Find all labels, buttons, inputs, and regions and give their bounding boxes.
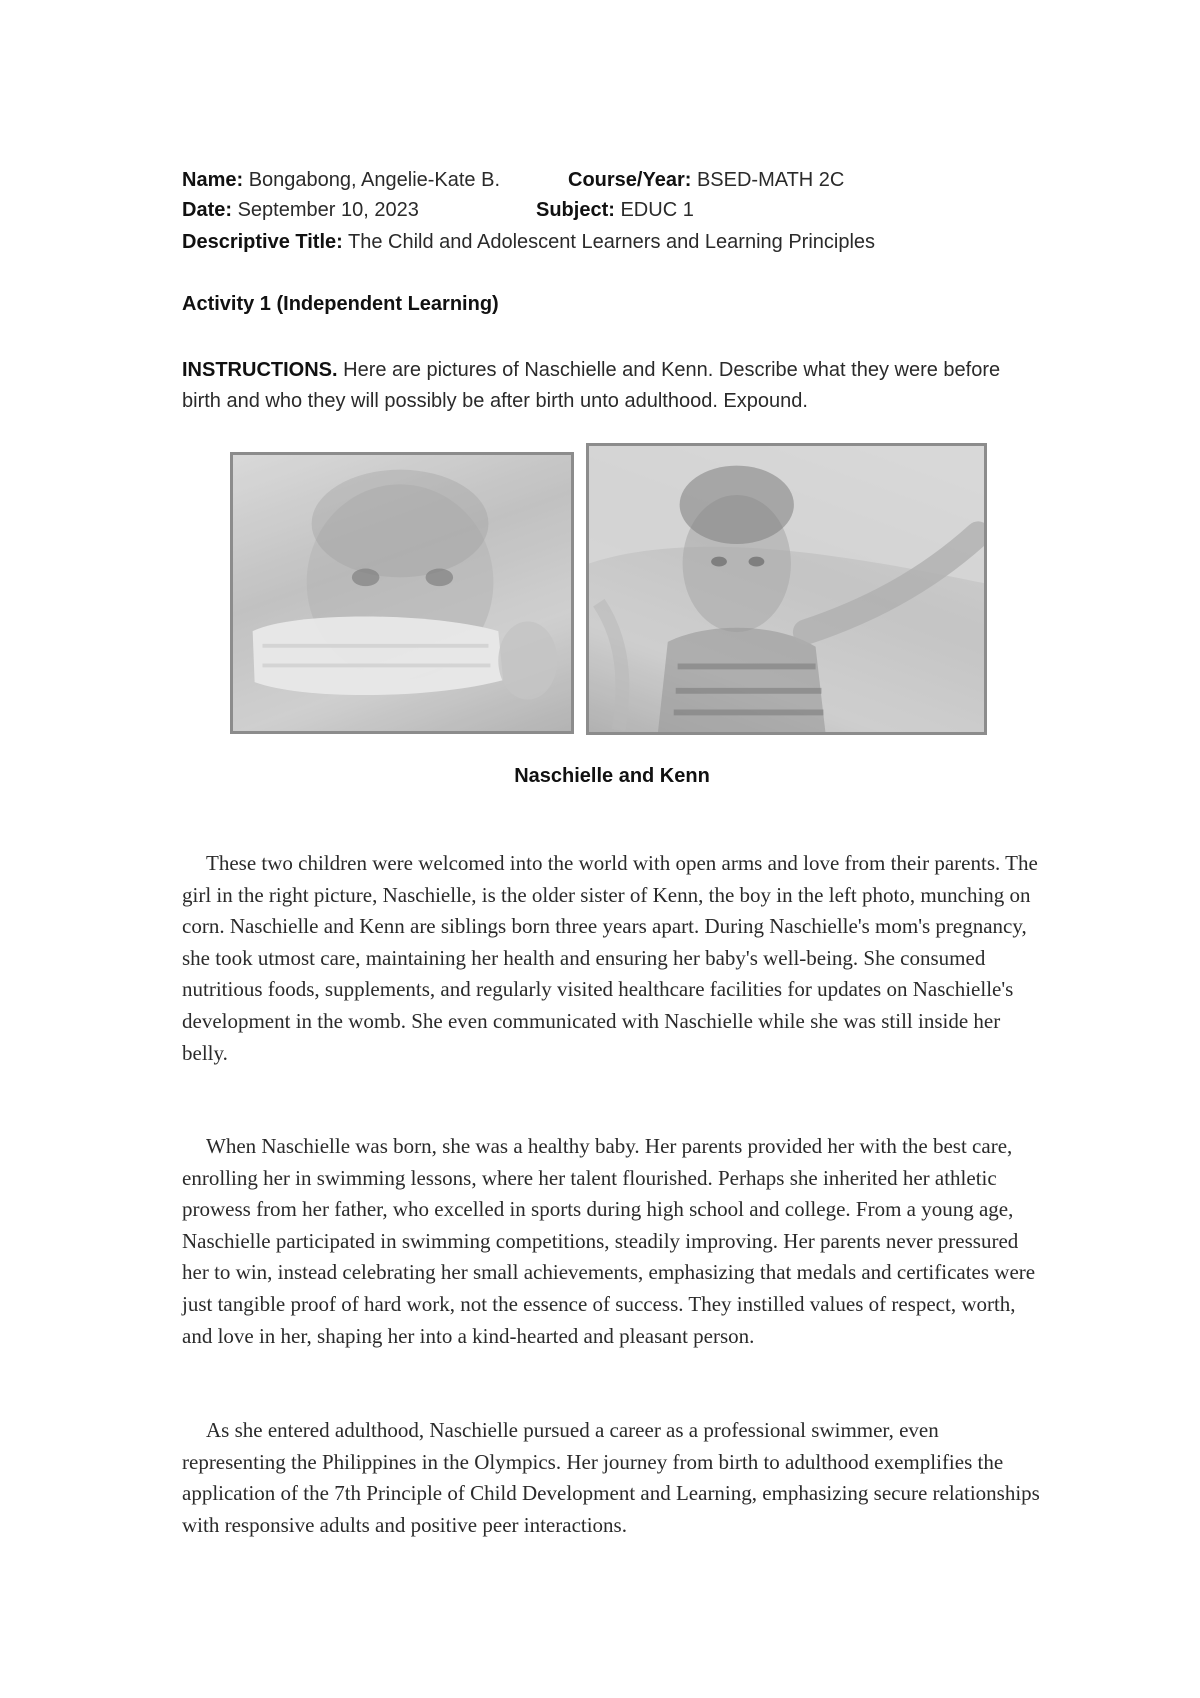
descriptive-title-value: The Child and Adolescent Learners and Learning Principles xyxy=(348,231,876,253)
subject-label: Subject: xyxy=(536,199,615,221)
descriptive-title-label: Descriptive Title: xyxy=(182,231,343,253)
name-field xyxy=(182,168,500,192)
instructions-text: Here are pictures of Naschielle and Kenn. Describe what they were before birth and who they will possibly be after birth unto adulthood. Expound. xyxy=(182,359,1001,412)
subject-field xyxy=(536,198,694,222)
paragraph-1: These two children were welcomed into the world with open arms and love from their parents. The girl in the right picture, Naschielle, is the older sister of Kenn, the boy in the left photo, munching on corn. Naschielle and Kenn are siblings born three years apart. During Naschielle's mom's pregnancy, she took utmost care, maintaining her health and ensuring her baby's well-being. She consumed nutritious foods, supplements, and regularly visited healthcare facilities for updates on Naschielle's development in the womb. She even communicated with Naschielle while she was still inside her belly. xyxy=(182,851,1038,1065)
naschielle-photo xyxy=(586,443,987,735)
date-label: Date: xyxy=(182,199,233,221)
date-field xyxy=(182,198,419,222)
paragraph-2: When Naschielle was born, she was a healthy baby. Her parents provided her with the best care, enrolling her in swimming lessons, where her talent flourished. Perhaps she inherited her athletic prowess from her father, who excelled in sports during high school and college. From a young age, Naschielle participated in swimming competitions, steadily improving. Her parents never pressured her to win, instead celebrating her small achievements, emphasizing that medals and certificates were just tangible proof of hard work, not the essence of success. They instilled values of respect, worth, and love in her, shaping her into a kind-hearted and pleasant person. xyxy=(182,1134,1036,1348)
course-label: Course/Year: xyxy=(568,169,692,191)
date-value: September 10, 2023 xyxy=(237,199,419,221)
name-value: Bongabong, Angelie-Kate B. xyxy=(248,169,501,191)
kenn-photo-image xyxy=(233,455,571,731)
course-field xyxy=(568,168,844,192)
photo-caption: Naschielle and Kenn xyxy=(514,765,710,787)
activity-title: Activity 1 (Independent Learning) xyxy=(182,293,499,315)
naschielle-photo-image xyxy=(589,446,984,732)
kenn-photo xyxy=(230,452,574,734)
name-label: Name: xyxy=(182,169,244,191)
paragraph-3: As she entered adulthood, Naschielle pursued a career as a professional swimmer, even representing the Philippines in the Olympics. Her journey from birth to adulthood exemplifies the application of the 7th Principle of Child Development and Learning, emphasizing secure relationships with responsive adults and positive peer interactions. xyxy=(182,1418,1040,1537)
descriptive-title-field xyxy=(182,230,875,254)
course-value: BSED-MATH 2C xyxy=(696,169,845,191)
subject-value: EDUC 1 xyxy=(620,199,694,221)
instructions xyxy=(182,355,1042,417)
instructions-label: INSTRUCTIONS. xyxy=(182,359,338,381)
